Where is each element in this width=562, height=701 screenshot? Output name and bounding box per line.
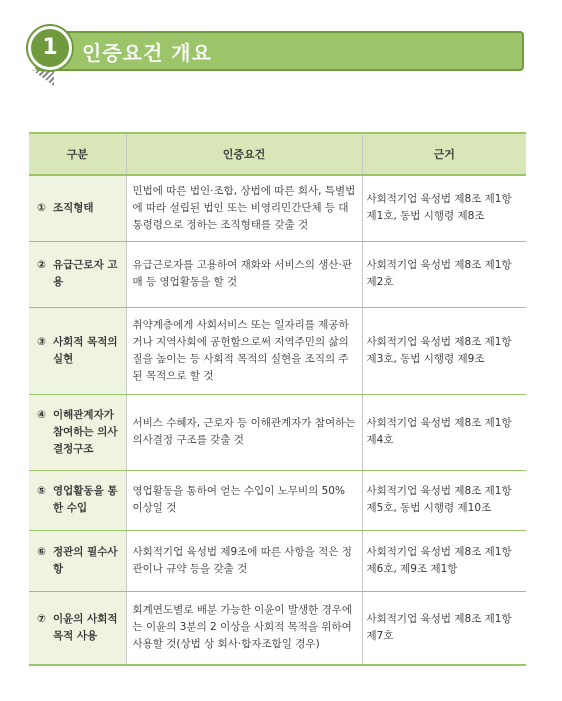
category-cell	[29, 241, 126, 307]
row-number-mark: ③	[37, 335, 46, 348]
basis-cell: 사회적기업 육성법 제8조 제1항 제1호, 동법 시행령 제8조	[362, 175, 526, 241]
category-cell	[29, 591, 126, 665]
row-number-mark: ⑤	[37, 485, 46, 497]
category-cell	[29, 470, 126, 530]
category-cell	[29, 530, 126, 591]
requirement-cell: 민법에 따른 법인·조합, 상법에 따른 회사, 특별법에 따라 설립된 법인 또는 비영리민간단체 등 대통령령으로 정하는 조직형태를 갖출 것	[126, 175, 362, 241]
category-label: 사회적 목적의 실현	[53, 335, 118, 365]
requirements-table	[29, 132, 526, 666]
table-row	[29, 241, 526, 307]
category-cell	[29, 175, 126, 241]
table-row	[29, 470, 526, 530]
column-header-basis: 근거	[362, 133, 526, 175]
category-label: 조직형태	[53, 201, 94, 214]
category-label: 이윤의 사회적 목적 사용	[53, 612, 118, 642]
column-header-category: 구분	[29, 133, 126, 175]
basis-cell: 사회적기업 육성법 제8조 제1항 제2호	[362, 241, 526, 307]
requirement-cell: 사회적기업 육성법 제9조에 따른 사항을 적은 정관이나 규약 등을 갖출 것	[126, 530, 362, 591]
section-header	[0, 0, 562, 90]
basis-cell: 사회적기업 육성법 제8조 제1항 제6호, 제9조 제1항	[362, 530, 526, 591]
table-row	[29, 591, 526, 665]
column-header-requirement: 인증요건	[126, 133, 362, 175]
row-number-mark: ⑥	[37, 545, 46, 558]
row-number-mark: ②	[37, 259, 46, 271]
section-title: 인증요건 개요	[82, 41, 212, 65]
table-header-row	[29, 133, 526, 175]
row-number-mark: ④	[37, 408, 46, 421]
requirement-cell: 유급근로자를 고용하여 재화와 서비스의 생산·판매 등 영업활동을 할 것	[126, 241, 362, 307]
requirement-cell: 취약계층에게 사회서비스 또는 일자리를 제공하거나 지역사회에 공헌함으로써 지역주민의 삶의 질을 높이는 등 사회적 목적의 실현을 조직의 주된 목적으로 할 것	[126, 307, 362, 394]
table-row	[29, 175, 526, 241]
row-number-mark: ⑦	[37, 612, 46, 625]
banner-shadow	[32, 70, 54, 86]
basis-cell: 사회적기업 육성법 제8조 제1항 제7호	[362, 591, 526, 665]
basis-cell: 사회적기업 육성법 제8조 제1항 제4호	[362, 394, 526, 470]
table-row	[29, 530, 526, 591]
table-row	[29, 394, 526, 470]
table-row	[29, 307, 526, 394]
requirement-cell: 회계연도별로 배분 가능한 이윤이 발생한 경우에는 이윤의 3분의 2 이상을 사회적 목적을 위하여 사용할 것(상법 상 회사·합자조합일 경우)	[126, 591, 362, 665]
category-label: 영업활동을 통한 수입	[53, 485, 118, 514]
category-label: 정관의 필수사항	[53, 545, 118, 575]
category-label: 유급근로자 고용	[53, 259, 118, 288]
category-cell	[29, 394, 126, 470]
category-cell	[29, 307, 126, 394]
category-label: 이해관계자가 참여하는 의사 결정구조	[53, 408, 118, 455]
requirement-cell: 서비스 수혜자, 근로자 등 이해관계자가 참여하는 의사결정 구조를 갖출 것	[126, 394, 362, 470]
row-number-mark: ①	[37, 201, 46, 214]
requirement-cell: 영업활동을 통하여 얻는 수입이 노무비의 50% 이상일 것	[126, 470, 362, 530]
basis-cell: 사회적기업 육성법 제8조 제1항 제5호, 동법 시행령 제10조	[362, 470, 526, 530]
section-number-badge: 1	[28, 26, 72, 70]
basis-cell: 사회적기업 육성법 제8조 제1항 제3호, 동법 시행령 제9조	[362, 307, 526, 394]
